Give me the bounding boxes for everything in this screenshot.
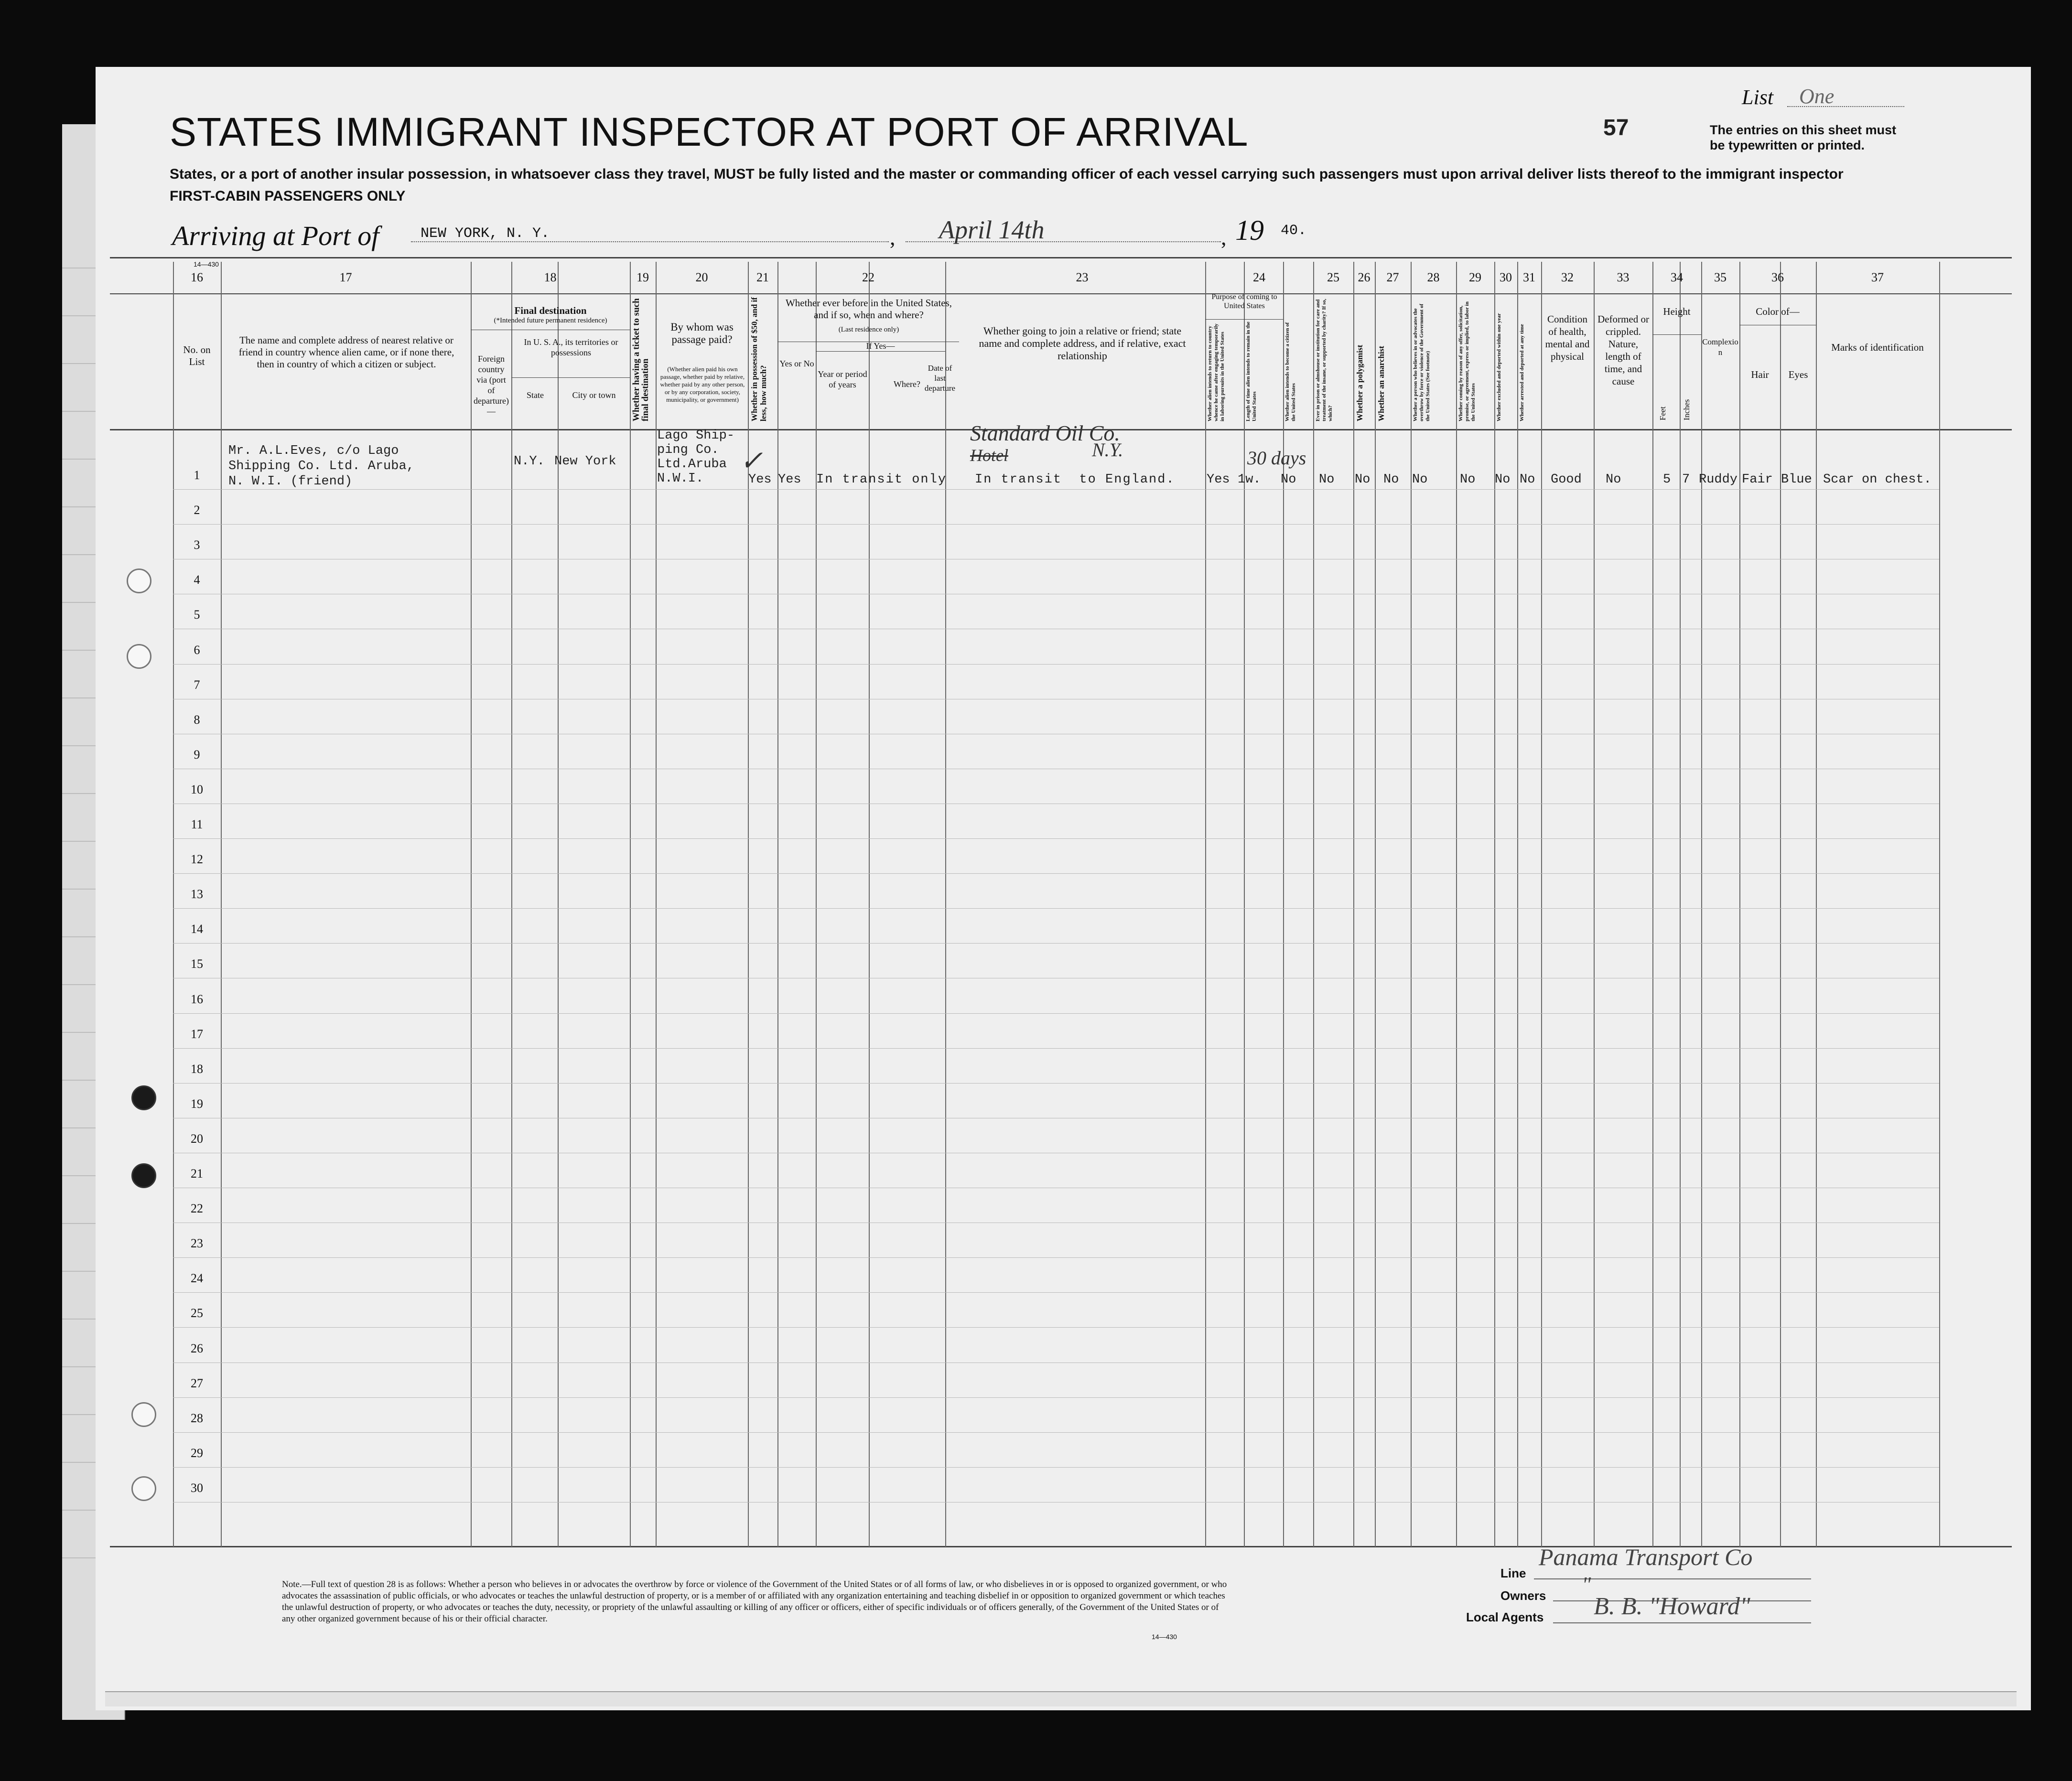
row-number: 28 — [191, 1411, 203, 1425]
header-ever-before: Whether ever before in the United States, and if so, when and where? — [785, 297, 952, 321]
entry-join-struck: Hotel — [970, 446, 1008, 465]
col-number: 30 — [1500, 270, 1512, 284]
form-code: 14—430 — [194, 260, 219, 268]
entry-arrested: No — [1520, 472, 1535, 487]
header-passage-paid-note: (Whether alien paid his own passage, whether paid by relative, whether paid by any other person, or by any corporation, society, municipality, or government) — [660, 365, 745, 403]
row-line — [173, 1292, 1939, 1293]
col-number: 29 — [1469, 270, 1481, 284]
punch-hole — [131, 1163, 156, 1188]
header-where: Where? — [894, 379, 920, 389]
row-number: 20 — [191, 1131, 203, 1146]
port-value: NEW YORK, N. Y. — [421, 225, 550, 242]
col-number: 33 — [1617, 270, 1630, 284]
row-number: 19 — [191, 1096, 203, 1111]
entry-city: New York — [554, 454, 616, 469]
entry-eyes: Blue — [1781, 472, 1812, 487]
punch-hole — [131, 1476, 156, 1501]
row-number: 25 — [191, 1306, 203, 1320]
header-feet: Feet — [1658, 406, 1667, 420]
year-suffix: 40. — [1281, 223, 1307, 239]
col-number: 35 — [1714, 270, 1727, 284]
entry-labor-offer: No — [1460, 472, 1476, 487]
arrival-date: April 14th — [939, 215, 1045, 244]
header-labor-offer: Whether coming by reason of any offer, solicitation, promise, or agreement, express or implied, to labor in the United States — [1458, 301, 1476, 421]
header-anarchist: Whether an anarchist — [1377, 345, 1386, 421]
row-number: 23 — [191, 1236, 203, 1251]
entry-feet: 5 — [1663, 472, 1671, 487]
punch-hole — [131, 1085, 156, 1110]
header-height: Height — [1663, 306, 1691, 317]
header-purpose-length: Length of time alien intends to remain in the United States — [1245, 322, 1257, 421]
header-polygamist: Whether a polygamist — [1355, 344, 1364, 421]
header-marks: Marks of identification — [1831, 342, 1924, 353]
footer-form-code: 14—430 — [1152, 1633, 1177, 1641]
row-number: 29 — [191, 1446, 203, 1460]
row-line — [173, 943, 1939, 944]
row-number: 17 — [191, 1027, 203, 1041]
entry-polygamist: No — [1355, 472, 1371, 487]
col-number: 22 — [862, 270, 874, 284]
comma: , — [890, 225, 896, 249]
comma: , — [1221, 225, 1227, 249]
row-line — [173, 1432, 1939, 1433]
header-excluded: Whether excluded and deported within one year — [1496, 313, 1502, 421]
first-cabin-label: FIRST-CABIN PASSENGERS ONLY — [170, 188, 406, 204]
row-number: 18 — [191, 1062, 203, 1076]
col-number: 20 — [695, 270, 708, 284]
col-number: 34 — [1671, 270, 1683, 284]
punch-hole — [127, 644, 151, 669]
form-instructions: States, or a port of another insular possession, in whatsoever class they travel, MUST be fully listed and the master or commanding officer of each vessel carrying such passengers must upon arrival deliver lists thereof to the immigrant inspector — [170, 166, 1844, 182]
row-line — [173, 489, 1939, 490]
entry-purpose-length: 1w. — [1238, 472, 1261, 487]
col-number: 19 — [637, 270, 649, 284]
entry-fifty: Yes — [748, 472, 772, 487]
header-foreign-country: Foreign country via (port of departure)— — [474, 354, 509, 416]
entry-purpose-length-handwritten: 30 days — [1247, 447, 1306, 469]
entry-prison: No — [1319, 472, 1335, 487]
row-line — [173, 1257, 1939, 1258]
entry-anarchist: No — [1383, 472, 1399, 487]
header-purpose-citizen: Whether alien intends to become a citizen of the United States — [1284, 322, 1296, 421]
arriving-label: Arriving at Port of — [172, 220, 379, 251]
entry-state: N.Y. — [514, 454, 545, 469]
col-number: 24 — [1253, 270, 1265, 284]
entry-complexion: Ruddy — [1699, 472, 1738, 487]
header-question-28: Whether a person who believes in or advocates the overthrow by force or violence of the Government of the United States (See footnote) — [1413, 303, 1431, 421]
col-number: 23 — [1076, 270, 1089, 284]
owners-value: " — [1582, 1572, 1591, 1597]
entry-join: In transit to England. — [975, 472, 1175, 487]
row-number: 9 — [194, 747, 200, 762]
header-eyes: Eyes — [1788, 369, 1808, 380]
header-join-relative: Whether going to join a relative or friend; state name and complete address, and if relative, exact relationship — [979, 325, 1186, 362]
table-top-rule — [110, 257, 2012, 258]
header-complexion: Complexion — [1702, 337, 1738, 357]
entry-health: Good — [1551, 472, 1582, 487]
entry-excluded: No — [1495, 472, 1511, 487]
header-ticket: Whether having a ticket to such final destination — [631, 298, 650, 421]
entry-transit: In transit only — [816, 472, 947, 487]
form-title: STATES IMMIGRANT INSPECTOR AT PORT OF ARRIVAL — [170, 109, 1249, 154]
row-line — [173, 524, 1939, 525]
header-ever-before-note: (Last residence only) — [838, 326, 899, 333]
list-note: The entries on this sheet must be typewritten or printed. — [1710, 123, 1897, 152]
entry-marks: Scar on chest. — [1823, 472, 1932, 487]
row-number: 26 — [191, 1341, 203, 1355]
owners-label: Owners — [1500, 1588, 1546, 1603]
header-hair: Hair — [1751, 369, 1769, 380]
entry-purpose-return: Yes — [1207, 472, 1230, 487]
entry-relative-address: Mr. A.L.Eves, c/o Lago Shipping Co. Ltd. Aruba, N. W.I. (friend) — [228, 444, 414, 489]
header-prison: Ever in prison or almshouse or institution for care and treatment of the insane, or supported by charity? If so, which? — [1315, 299, 1333, 421]
list-label: List — [1742, 86, 1774, 109]
header-arrested: Whether arrested and deported at any time — [1519, 324, 1525, 421]
row-number: 14 — [191, 922, 203, 936]
row-line — [173, 1467, 1939, 1468]
entry-join-handwritten: Standard Oil Co. — [970, 421, 1120, 445]
row-number: 7 — [194, 677, 200, 692]
row-line — [173, 1083, 1939, 1084]
page-number: 57 — [1603, 115, 1629, 140]
row-number: 3 — [194, 538, 200, 552]
row-number: 12 — [191, 852, 203, 867]
row-line — [173, 1397, 1939, 1398]
col-number: 26 — [1358, 270, 1371, 284]
row-number: 15 — [191, 957, 203, 971]
row-number: 10 — [191, 782, 203, 796]
entry-question-28: No — [1412, 472, 1428, 487]
header-health: Condition of health, mental and physical — [1545, 313, 1590, 362]
col-number: 36 — [1771, 270, 1784, 284]
row-number: 24 — [191, 1271, 203, 1286]
page-stack-edge — [105, 1691, 2017, 1706]
colnum-rule — [110, 293, 2012, 294]
row-number: 13 — [191, 887, 203, 901]
header-state: State — [527, 390, 544, 400]
row-number: 22 — [191, 1202, 203, 1216]
row-number: 4 — [194, 573, 200, 587]
line-label: Line — [1500, 1566, 1526, 1580]
header-in-usa: In U. S. A., its territories or possessions — [524, 337, 618, 357]
footnote-question-28: Note.—Full text of question 28 is as follows: Whether a person who believes in or advocates the overthrow by force or violence of the Government of the United States or of all forms of law, or who disbelieves in or is opposed to organized government, or who advocates the assassination of public officials, or who advocates or teaches the unlawful destruction of property, or is a member of or affiliated with any organization entertaining and teaching disbelief in or opposition to organized government or which teaches the unlawful destruction of property, or who advocates or teaches the duty, necessity, or propriety of the unlawful assaulting or killing of any officer or officers, either of specific individuals or of officers generally, of the Government of the United States or of any other organized government because of his or their official character. — [282, 1579, 1227, 1624]
header-yes-no: Yes or No — [779, 359, 814, 368]
entry-purpose-citizen: No — [1281, 472, 1296, 487]
row-number: 27 — [191, 1376, 203, 1390]
header-city: City or town — [572, 390, 616, 400]
col-number: 21 — [756, 270, 769, 284]
header-passage-paid: By whom was passage paid? — [670, 321, 734, 345]
entry-join-city: N.Y. — [1092, 439, 1123, 461]
row-number: 8 — [194, 712, 200, 727]
header-date-departure: Date of last departure — [924, 364, 956, 393]
list-value: One — [1799, 85, 1835, 108]
col-number: 31 — [1523, 270, 1535, 284]
header-final-destination-note: (*Intended future permanent residence) — [494, 317, 607, 324]
col-number: 28 — [1427, 270, 1440, 284]
row-number: 21 — [191, 1167, 203, 1180]
col-number: 17 — [339, 270, 352, 284]
col-number: 25 — [1327, 270, 1339, 284]
col-number: 18 — [544, 270, 557, 284]
header-purpose: Purpose of coming to United States — [1211, 293, 1277, 310]
header-fifty-dollars: Whether in possession of $50, and if less, how much? — [750, 297, 768, 421]
header-no-on-list: No. on List — [183, 344, 211, 367]
header-color-of: Color of— — [1756, 306, 1800, 317]
header-deformed: Deformed or crippled. Nature, length of time, and cause — [1597, 313, 1649, 387]
row-line — [173, 838, 1939, 839]
entry-ticket-check: ✓ — [740, 445, 763, 476]
col-number: 16 — [191, 270, 203, 284]
header-if-yes: If Yes— — [866, 341, 895, 351]
local-agents-label: Local Agents — [1466, 1610, 1544, 1624]
entry-passage-paid: Lago Ship- ping Co. Ltd.Aruba N.W.I. — [657, 429, 735, 486]
row-number: 30 — [191, 1481, 203, 1495]
row-number: 5 — [194, 608, 200, 622]
col-number: 27 — [1386, 270, 1399, 284]
col-number: 37 — [1871, 270, 1884, 284]
row-line — [173, 1013, 1939, 1014]
line-value: Panama Transport Co — [1539, 1544, 1753, 1570]
row-line — [173, 664, 1939, 665]
punch-hole — [131, 1402, 156, 1427]
header-inches: Inches — [1682, 399, 1691, 420]
entry-hair: Fair — [1742, 472, 1773, 487]
row-number: 16 — [191, 992, 203, 1006]
row-number: 2 — [194, 503, 200, 517]
header-year-period: Year or period of years — [818, 369, 867, 389]
row-line — [173, 1327, 1939, 1328]
punch-hole — [127, 569, 151, 593]
row-number: 6 — [194, 643, 200, 657]
header-relative-address: The name and complete address of nearest relative or friend in country whence alien came, or if none there, then in country of which a citizen or subject. — [238, 334, 454, 370]
entry-deformed: No — [1606, 472, 1621, 487]
year-prefix: 19 — [1235, 215, 1264, 246]
local-agents-value: B. B. "Howard" — [1594, 1593, 1750, 1620]
entry-ever-before: Yes — [778, 472, 801, 487]
header-purpose-return: Whether alien intends to return to country whence he came after engaging temporarily in laboring pursuits in the United States — [1207, 323, 1225, 421]
row-line — [173, 908, 1939, 909]
row-number: 11 — [191, 817, 203, 831]
row-number: 1 — [194, 468, 200, 482]
row-line — [173, 873, 1939, 874]
col-number: 32 — [1561, 270, 1574, 284]
header-final-destination: Final destination — [514, 305, 587, 316]
entry-inches: 7 — [1682, 472, 1690, 487]
row-line — [173, 1048, 1939, 1049]
